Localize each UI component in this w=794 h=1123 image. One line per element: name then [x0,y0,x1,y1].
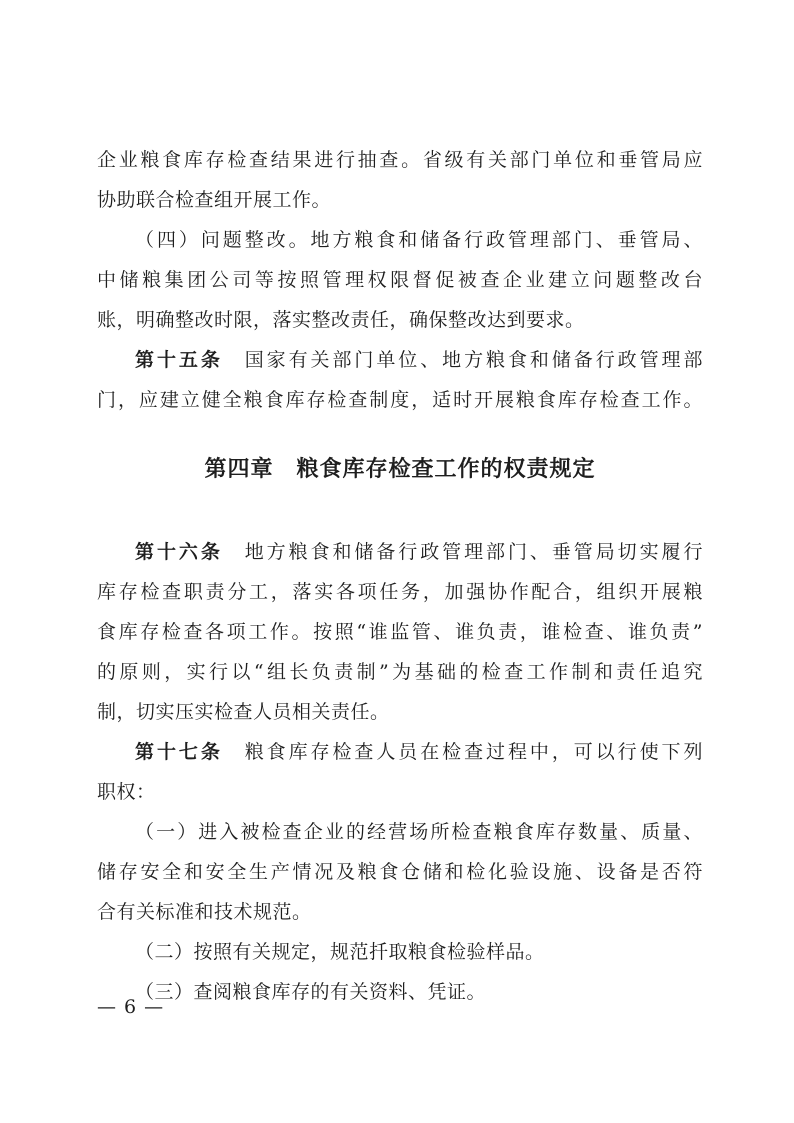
text-line [97,260,703,300]
text-line [97,572,703,612]
text-run: 储存安全和安全生产情况及粮食仓储和检化验设施、设备是否符 [97,861,703,883]
text-run: 地方粮食和储备行政管理部门、垂管局切实履行 [222,541,703,563]
chapter-heading: 第四章 粮食库存检查工作的权责规定 [204,457,596,482]
text-run: 职权： [97,781,156,803]
text-run: 制，切实压实检查人员相关责任。 [97,701,390,723]
text-run: 食库存检查各项工作。按照“谁监管、谁负责，谁检查、谁负责” [97,621,703,643]
article-number: 第十六条 [135,541,223,563]
text-line [97,932,703,972]
text-run: 账，明确整改时限，落实整改责任，确保整改达到要求。 [97,309,585,331]
text-line [97,300,703,340]
text-run: 企业粮食库存检查结果进行抽查。省级有关部门单位和垂管局应 [97,149,703,171]
text-run: 国家有关部门单位、地方粮食和储备行政管理部 [222,349,703,371]
page-number: — 6 — [97,996,165,1018]
text-line [97,612,703,652]
text-run: 协助联合检查组开展工作。 [97,189,332,211]
text-line [97,220,703,260]
text-line [97,812,703,852]
text-run: 库存检查职责分工，落实各项任务，加强协作配合，组织开展粮 [97,581,703,603]
text-line [97,692,703,732]
text-line [97,972,703,1012]
text-run: 门，应建立健全粮食库存检查制度，适时开展粮食库存检查工作。 [97,389,703,411]
text-run: （一）进入被检查企业的经营场所检查粮食库存数量、质量、 [135,821,703,843]
text-line [97,772,703,812]
article-number: 第十七条 [135,741,223,763]
text-run: （三）查阅粮食库存的有关资料、凭证。 [135,981,487,1003]
text-run: 合有关标准和技术规范。 [97,901,312,923]
text-line [97,652,703,692]
text-line [97,340,703,380]
text-run: 的原则，实行以“组长负责制”为基础的检查工作制和责任追究 [97,661,703,683]
article-number: 第十五条 [135,349,223,371]
text-line [97,892,703,932]
text-run: 粮食库存检查人员在检查过程中，可以行使下列 [222,741,703,763]
text-line [97,852,703,892]
text-line [97,380,703,420]
text-run: （二）按照有关规定，规范扦取粮食检验样品。 [135,941,545,963]
text-line [97,180,703,220]
text-run: 中储粮集团公司等按照管理权限督促被查企业建立问题整改台 [97,269,703,291]
text-run: （四）问题整改。地方粮食和储备行政管理部门、垂管局、 [135,229,703,251]
text-line [97,140,703,180]
text-line [97,732,703,772]
text-line [97,532,703,572]
document-body [97,140,703,1012]
